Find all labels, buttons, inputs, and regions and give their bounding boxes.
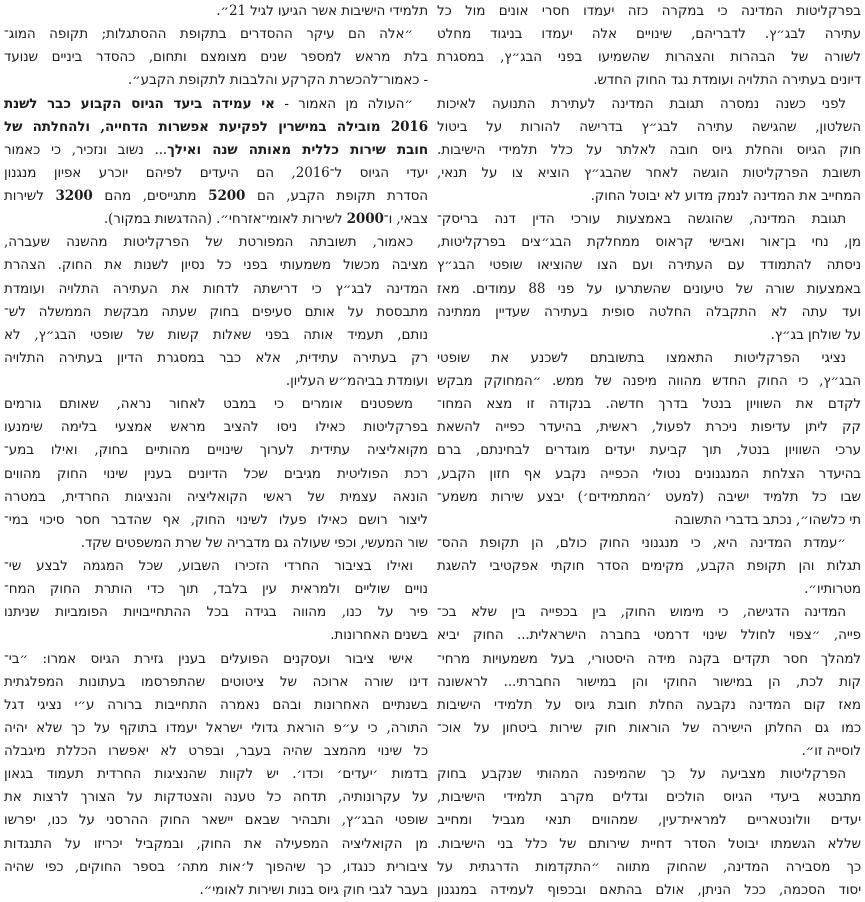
text-run: קות לכת, הן במישור החוקי והן במישור החברתי... לראשונה (437, 673, 861, 690)
text-run: שבו כל תלמיד ישיבה (למעט ׳המתמידים׳) יבצע שירות משמע־ (437, 488, 861, 505)
text-line (4, 116, 428, 139)
paragraph (437, 532, 861, 601)
text-line (4, 208, 428, 231)
text-line (4, 254, 428, 277)
text-run: בפרקליטות המדינה כי במקרה כזה יעמדו חסרי אונים מול כל (437, 3, 861, 19)
text-run: פיר על כנו, מהווה בגידה בכל ההתחייבויות הפומביות שניתנו (4, 604, 428, 621)
text-line (437, 162, 861, 185)
text-line (4, 532, 428, 555)
text-run: באמצעות שורה של טיעונים שהשתרעו על פני 88 עמודים. מאז (437, 280, 861, 297)
text-line (4, 833, 428, 856)
text-run: בשנים האחרונות. (330, 627, 428, 644)
text-line (4, 46, 428, 69)
text-run: המדינה לבג״ץ כי דרישתה לדחות את העתירה התלויה ועומדת (4, 280, 428, 297)
text-line (4, 694, 428, 717)
text-run: על שולחן בג״ץ. (770, 326, 861, 343)
text-run: ציבורית כנגדו, כך שיהפוך ל׳אות מתה׳ בספר החוקים, כפי שהיה (4, 858, 428, 875)
text-run: ״העולה מן האמור - (274, 95, 413, 112)
paragraph (437, 763, 861, 902)
text-line (437, 856, 861, 879)
text-line (4, 463, 428, 486)
text-run: רק בעתירה עתידית, אלא כבר במסגרת הדיון בעתירה התלויה (4, 349, 428, 366)
paragraph (437, 93, 861, 209)
text-line (437, 578, 861, 601)
paragraph (437, 0, 861, 93)
text-run: רכת הפוליטית מגיבים שכל הדיונים בענין שינוי החוק מהווים (4, 465, 428, 482)
text-line (4, 509, 428, 532)
text-run: על עקרונותיה, תדחה כל טענה והצטדקות על הצורך לרצות את (4, 789, 428, 806)
column-left (4, 0, 428, 902)
text-line (4, 69, 428, 92)
text-run: יעדי הגיוס ל־2016, הם היעדים לפיהם יוכרע אפיון מנגנון (4, 164, 428, 181)
text-line (4, 601, 428, 624)
text-run: לקדם את השוויון בנטל בדרך חדשה. בנקודה זו מצא המחו־ (437, 396, 861, 413)
paragraph (4, 23, 428, 92)
emphasized-text: 5200 (208, 188, 246, 204)
text-run: צבאי, ו־ (383, 211, 428, 228)
text-run: המדינה הדגישה, כי מימוש החוק, בין בכפייה בין שלא בכ־ (437, 604, 846, 621)
text-line (437, 278, 861, 301)
text-run: ניסתה להתמודד עם העתירה ועם הצו שהוציאו שופטי הבג״ץ (437, 257, 861, 274)
text-run: ״אלה הם עיקר ההסדרים בתקופת ההסתגלות; תקופה המוג־ (4, 26, 413, 43)
text-run: מטרותיו״. (804, 581, 861, 598)
text-run: בדמות ׳יעדים׳ וכדו׳. יש לקוות שהנציגות החרדית תעמוד בגאון (4, 766, 428, 783)
text-run: לפני כשנה נמסרה תגובת המדינה לעתירת התנועה לאיכות (437, 95, 846, 112)
text-run: מציבה מכשול משמעותי בפני כל נסיון לשנות את החוק. הצהרת (4, 257, 428, 274)
text-line (4, 393, 428, 416)
text-run: הסדרת תקופת הקבע, הם (245, 188, 428, 204)
text-run: עתירה לבג״ץ. לדבריהם, שינויים אלה יעמדו בניגוד מחלט (437, 26, 861, 43)
text-line (437, 486, 861, 509)
text-run: מקואליציה עתידית לערוך שינויים מהותיים בחוק, ואילו במע־ (4, 442, 428, 459)
text-line (4, 856, 428, 879)
text-line (437, 231, 861, 254)
text-run: לוסייה זו״. (801, 743, 861, 759)
paragraph (4, 555, 428, 648)
text-run: מתבססת על אותם סעיפים בחוק שעתה מבקשת הממשלה לש־ (4, 303, 428, 320)
text-line (437, 648, 861, 671)
text-run: למהלך חסר תקדים בקנה מידה היסטורי, בעל משמעויות מרחי־ (437, 650, 861, 667)
text-line (437, 833, 861, 856)
text-run: פייה, ״צפוי לחולל שינוי דרמטי בחברה הישראלית... החוק יביא (437, 627, 861, 644)
text-line (4, 717, 428, 740)
text-run: תשובת הפרקליטות הוגשה לאחר שהבג״ץ הוציא צו על תנאי, (437, 164, 861, 181)
paragraph (437, 347, 861, 532)
emphasized-text: 2016 מובילה במישרין לפקיעת אפשרות הדחייה, ולהחלתה של (4, 118, 428, 135)
text-line (437, 671, 861, 694)
text-line (437, 763, 861, 786)
text-run: בפרקליטות כאילו ניסו להציב מראש אמצעי בלימה שימנעו (4, 419, 428, 436)
paragraph (4, 93, 428, 232)
text-run: כך מסבירה המדינה, שהחוק מתווה ״התקדמות הדרגתית על (437, 858, 861, 875)
text-line (437, 324, 861, 347)
text-run: נציגי הפרקליטות התאמצו בתשובתם לשכנע את שופטי (437, 349, 846, 366)
paragraph (4, 231, 428, 393)
text-run: דיונים בעתירה התלויה ועומדת נגד החוק החדש. (593, 72, 861, 89)
text-line (437, 439, 861, 462)
text-run: ערכי השוויון בנטל, תוך קביעת יעדים מוגדרים לבחינתם, ברם (437, 442, 861, 459)
text-line (437, 601, 861, 624)
text-line (437, 116, 861, 139)
text-line (437, 416, 861, 439)
text-run: כל שינוי מהמצב שהיה בעבר, ובפרט לא יאפשרו הכללת מיגבלה (4, 743, 428, 759)
text-run: נויים שוליים ולמראית עין בלבד, תוך כדי הותרת החוק המח־ (4, 581, 428, 598)
text-line (437, 46, 861, 69)
text-run: בהיעדר הצלחת המנגנונים נטולי הכפייה נקבע אף חזון הקבע, (437, 465, 861, 482)
text-line (437, 69, 861, 92)
text-line (4, 809, 428, 832)
text-line (437, 393, 861, 416)
text-run: מתבטא ביעדי הגיוס הולכים וגדלים מקרב תלמידי הישיבות, (437, 789, 861, 806)
text-line (4, 786, 428, 809)
text-line (437, 879, 861, 902)
paragraph (437, 601, 861, 763)
text-line (437, 0, 861, 23)
text-line (437, 208, 861, 231)
text-run: דינו שורה ארוכה של ציטוטים שהתפרסמו בעתונות המפלגתית (4, 673, 428, 690)
text-line (437, 463, 861, 486)
text-line (437, 624, 861, 647)
text-run: לשירות לאומי־אזרחי״. (ההדגשות במקור). (103, 211, 347, 228)
text-line (4, 439, 428, 462)
text-line (4, 301, 428, 324)
text-run: ״עמדת המדינה היא, כי מנגנוני החוק כולם, הן תקופת ההס־ (437, 534, 846, 551)
text-line (437, 185, 861, 208)
emphasized-text: 2000 (346, 211, 384, 228)
text-run: הבג״ץ, כי החוק החדש מהווה מיפנה של ממש. ״המחוקק מבקש (437, 373, 861, 389)
paragraph (4, 0, 428, 23)
text-line (437, 809, 861, 832)
text-line (4, 93, 428, 116)
text-run: תגובת המדינה, שהוגשה באמצעות עורכי הדין דנה בריסק־ (437, 211, 846, 228)
text-run: אישי ציבור ועסקנים הפועלים בענין גזירת הגיוס אמרו: ״בי־ (4, 650, 413, 667)
text-line (437, 254, 861, 277)
text-run: שללא הגשמתו יבוטל הסדר דחיית שירותם של כלל בני הישיבות. (437, 835, 861, 852)
text-line (4, 671, 428, 694)
text-run: שופטי הבג״ץ, ותבהיר שבאם יישאר החוק ההרסני על כנו, יפרשו (4, 812, 428, 829)
text-run: יעדים וולונטאריים למראית־עין, שמהווים תנאי מגביל ומחייב (437, 812, 861, 829)
text-line (4, 23, 428, 46)
text-line (437, 139, 861, 162)
text-line (437, 532, 861, 555)
column-right (437, 0, 861, 902)
text-run: - כאמור־להכשרת הקרקע והלבבות לתקופת הקבע״. (127, 72, 428, 89)
text-run: מתגייסים, מהם (92, 188, 209, 204)
text-line (4, 231, 428, 254)
text-run: כמו גם החלתן הישירה של הוראות חוק שירות ביטחון על אוכ־ (437, 719, 861, 736)
text-line (4, 278, 428, 301)
paragraph (4, 393, 428, 555)
text-line (437, 740, 861, 763)
text-line (437, 509, 861, 532)
text-line (4, 0, 428, 23)
text-run: ועד עתה לא התקבלה החלטה סופית בעתירה שעדיין ממתינה (437, 303, 861, 320)
text-run: קק ליתן עדיפות ניכרת לפעול, ראשית, בהיעדר כפייה להשאת (437, 419, 861, 436)
text-run: הונאה עצמית של ראשי הקואליציה והנציגות החרדית, במטרה (4, 488, 428, 505)
text-line (4, 139, 428, 162)
text-run: תי כלשהו״, נכתב בדברי התשובה (674, 511, 861, 528)
text-run: ואילו בציבור החרדי הזכירו השבוע, שכל המגמה לבצע שי־ (4, 558, 413, 574)
text-run: ליצור רושם כאילו פעלו לשינוי החוק, אף שהדבר חסר סיכוי במי־ (4, 511, 428, 528)
text-run: בלת מראש למספר שנים מצומצם ותחום, כהסדר ביניים שנועד (4, 49, 428, 66)
text-line (437, 717, 861, 740)
text-run: כאמור, תשובתה המפורטת של הפרקליטות מהשנה שעברה, (4, 234, 413, 251)
text-line (437, 786, 861, 809)
text-run: ... נשוב ונזכיר, כי כאמור (4, 141, 168, 158)
text-line (437, 93, 861, 116)
text-line (4, 324, 428, 347)
text-line (437, 694, 861, 717)
text-line (4, 740, 428, 763)
text-run: ועומדת בביהמ״ש העליון. (285, 373, 428, 389)
text-run: תלמידי הישיבות אשר הגיעו לגיל 21״. (216, 3, 428, 19)
text-line (4, 347, 428, 370)
emphasized-text: אי עמידה ביעד הגיוס הקבוע כבר לשנת (4, 95, 275, 112)
emphasized-text: 3200 (55, 188, 93, 204)
text-line (4, 555, 428, 578)
text-line (437, 347, 861, 370)
text-line (437, 301, 861, 324)
text-run: מן הקואליציה המפעילה את החוק, ובמקביל יכריזו על התנגדות (4, 835, 428, 852)
text-line (4, 185, 428, 208)
text-line (4, 624, 428, 647)
text-run: נותם, תעמיד אותה בפני שאלות קשות של שופטי הבג״ץ, לא (4, 326, 428, 343)
emphasized-text: חובת שירות כללית מאותה שנה ואילך (167, 141, 428, 158)
text-line (437, 555, 861, 578)
text-line (4, 416, 428, 439)
paragraph (437, 208, 861, 347)
text-run: משפטנים אומרים כי במבט לאחור נראה, שאותם גורמים (4, 396, 413, 413)
text-run: מאז קום המדינה נקבעה החלת חובת גיוס על תלמידי הישיבות (437, 696, 861, 713)
text-run: בשנתיים האחרונות ובהם נאמרה התחייבות ברורה ע״י נציגי דגל (4, 696, 428, 713)
text-line (4, 763, 428, 786)
text-line (4, 879, 428, 902)
text-line (437, 370, 861, 393)
text-run: יסוד הסכמה, ככל הניתן, אולם בהתאם ובכפוף לעמידה במנגנון (437, 881, 861, 898)
text-line (4, 648, 428, 671)
text-line (4, 162, 428, 185)
text-run: הפרקליטות מצביעה על כך שהמיפנה המהותי שנקבע בחוק (437, 766, 846, 783)
text-line (4, 578, 428, 601)
text-line (4, 486, 428, 509)
text-run: לשירות (4, 188, 56, 204)
paragraph (4, 648, 428, 902)
text-run: חוק הגיוס והחלת גיוס חובה לאלתר על כלל תלמידי הישיבות. (437, 141, 861, 158)
text-run: תגלות והן תקופת הקבע, מקימים הסדר חוקתי אפקטיבי להשגת (437, 558, 861, 574)
text-run: התורה, כי ע״פ הוראת גדולי ישראל יעמדו בתוקף על כך שלא יהיה (4, 719, 428, 736)
text-run: המחייב את המדינה לנמק מדוע לא יבוטל החוק. (590, 188, 861, 204)
text-run: בעבר לגבי חוק גיוס בנות ושירות לאומי״. (199, 881, 428, 898)
text-run: לשורה של הבהרות והצהרות שהשמיעו בפני הבג״ץ, במסגרת (437, 49, 861, 66)
text-run: השלטון, שהגישה עתירה לבג״ץ בדרישה להורות על ביטול (437, 118, 861, 135)
text-run: שור המעשי, וכפי שעולה גם מדבריה של שרת המשפטים שקד. (80, 534, 428, 551)
text-line (437, 23, 861, 46)
text-run: מן, נחי בן־אור ואבישי קראוס ממחלקת הבג״צים בפרקליטות, (437, 234, 861, 251)
text-line (4, 370, 428, 393)
